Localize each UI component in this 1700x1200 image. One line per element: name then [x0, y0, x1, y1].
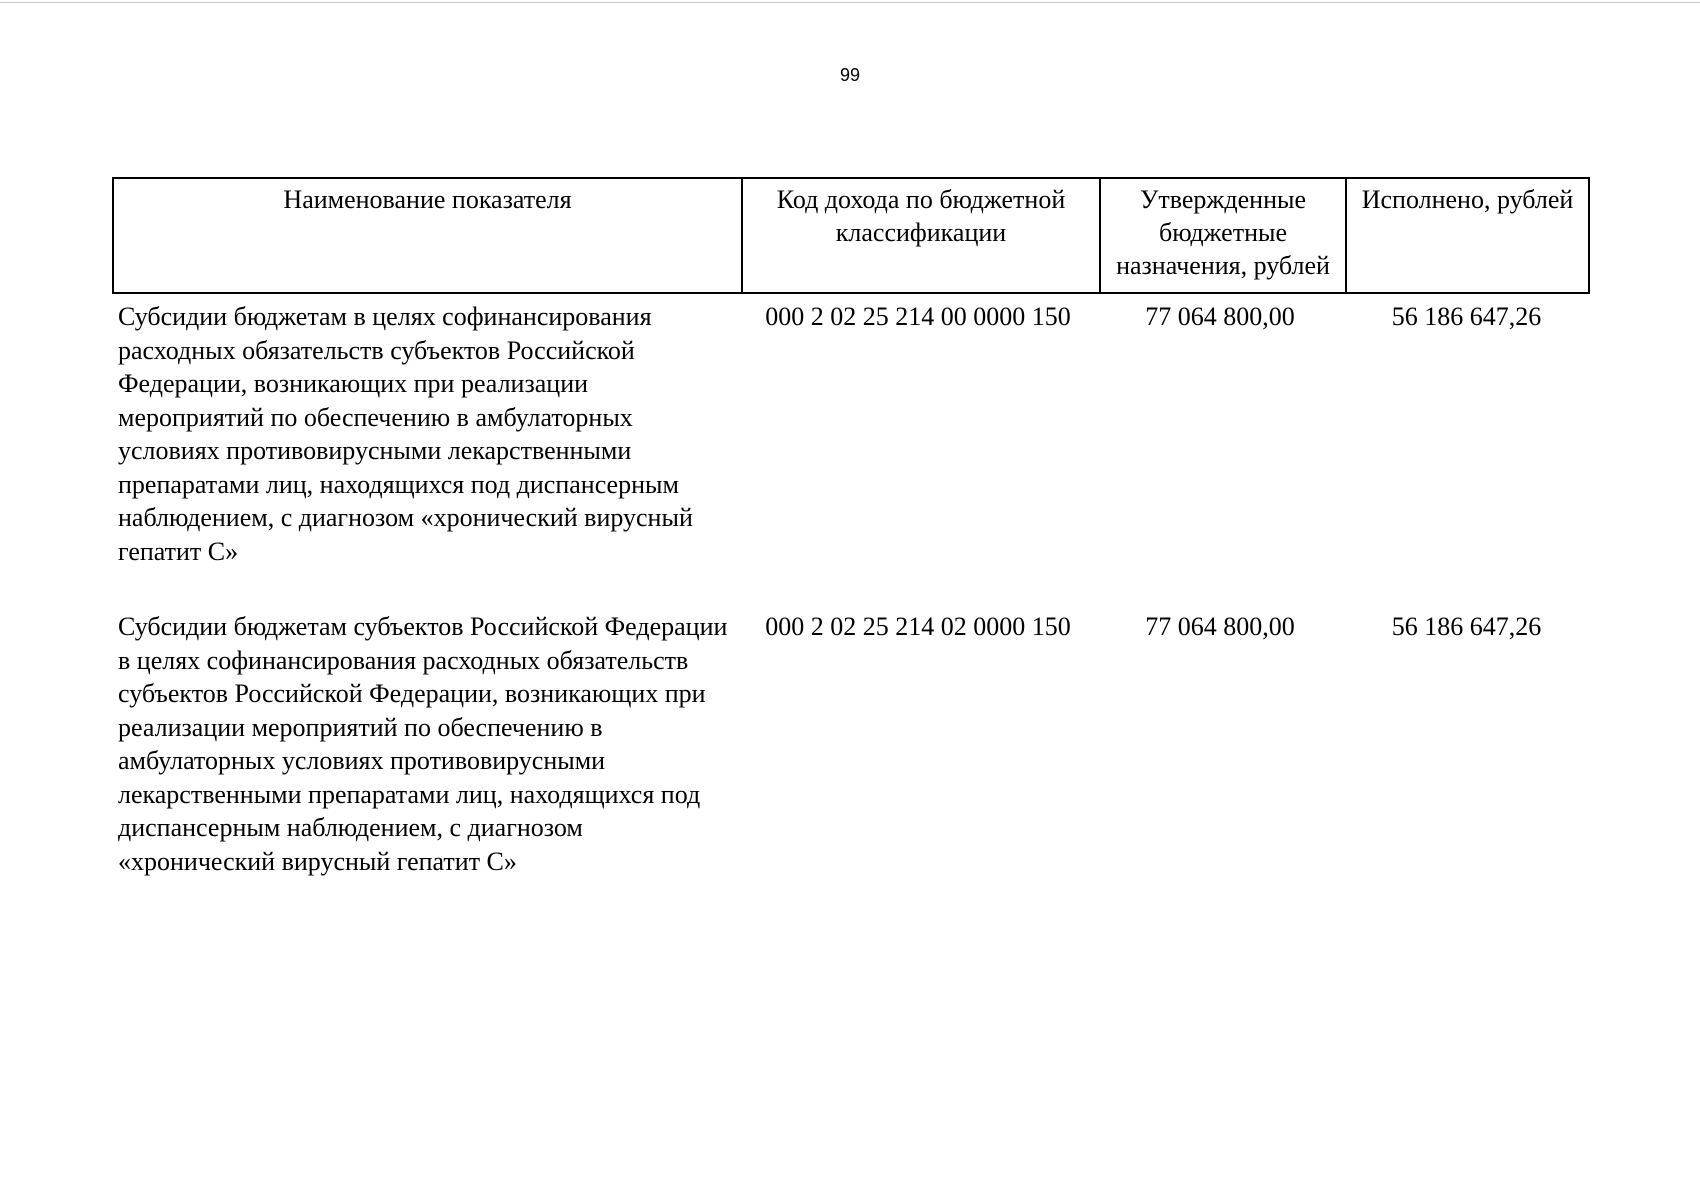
table-header [112, 177, 1590, 294]
header-indicator-name: Наименование показателя [283, 185, 572, 214]
row-approved-budget: 77 064 800,00 [1145, 612, 1295, 641]
row-executed: 56 186 647,26 [1391, 302, 1542, 331]
header-executed: Исполнено, рублей [1345, 179, 1588, 292]
row-income-code: 000 2 02 25 214 00 0000 150 [765, 302, 1071, 331]
row-executed: 56 186 647,26 [1391, 612, 1542, 641]
row-indicator-name: Субсидии бюджетам в целях софинансирования расходных обязательств субъектов Российской Федерации, возникающих при реализации мероприятий по обеспечению в амбулаторных условиях противовирусными лекарственными препаратами лиц, находящихся под диспансерным наблюдением, с диагнозом «хронический вирусный гепатит С» [118, 302, 693, 566]
page-number: 99 [839, 65, 861, 85]
row-indicator-name: Субсидии бюджетам субъектов Российской Федерации в целях софинансирования расходных обязательств субъектов Российской Федерации, возникающих при реализации мероприятий по обеспечению в амбулаторных условиях противовирусными лекарственными препаратами лиц, находящихся под диспансерным наблюдением, с диагнозом «хронический вирусный гепатит С» [118, 612, 728, 876]
scan-top-rule [0, 2, 1700, 3]
table-row [112, 610, 1590, 878]
header-income-code: Код дохода по бюджетной классификации [741, 179, 1099, 292]
revenue-table [112, 177, 1590, 878]
row-income-code: 000 2 02 25 214 02 0000 150 [765, 612, 1071, 641]
row-approved-budget: 77 064 800,00 [1145, 302, 1295, 331]
table-row [112, 300, 1590, 568]
header-approved-budget: Утвержденные бюджетные назначения, рублей [1099, 179, 1345, 292]
